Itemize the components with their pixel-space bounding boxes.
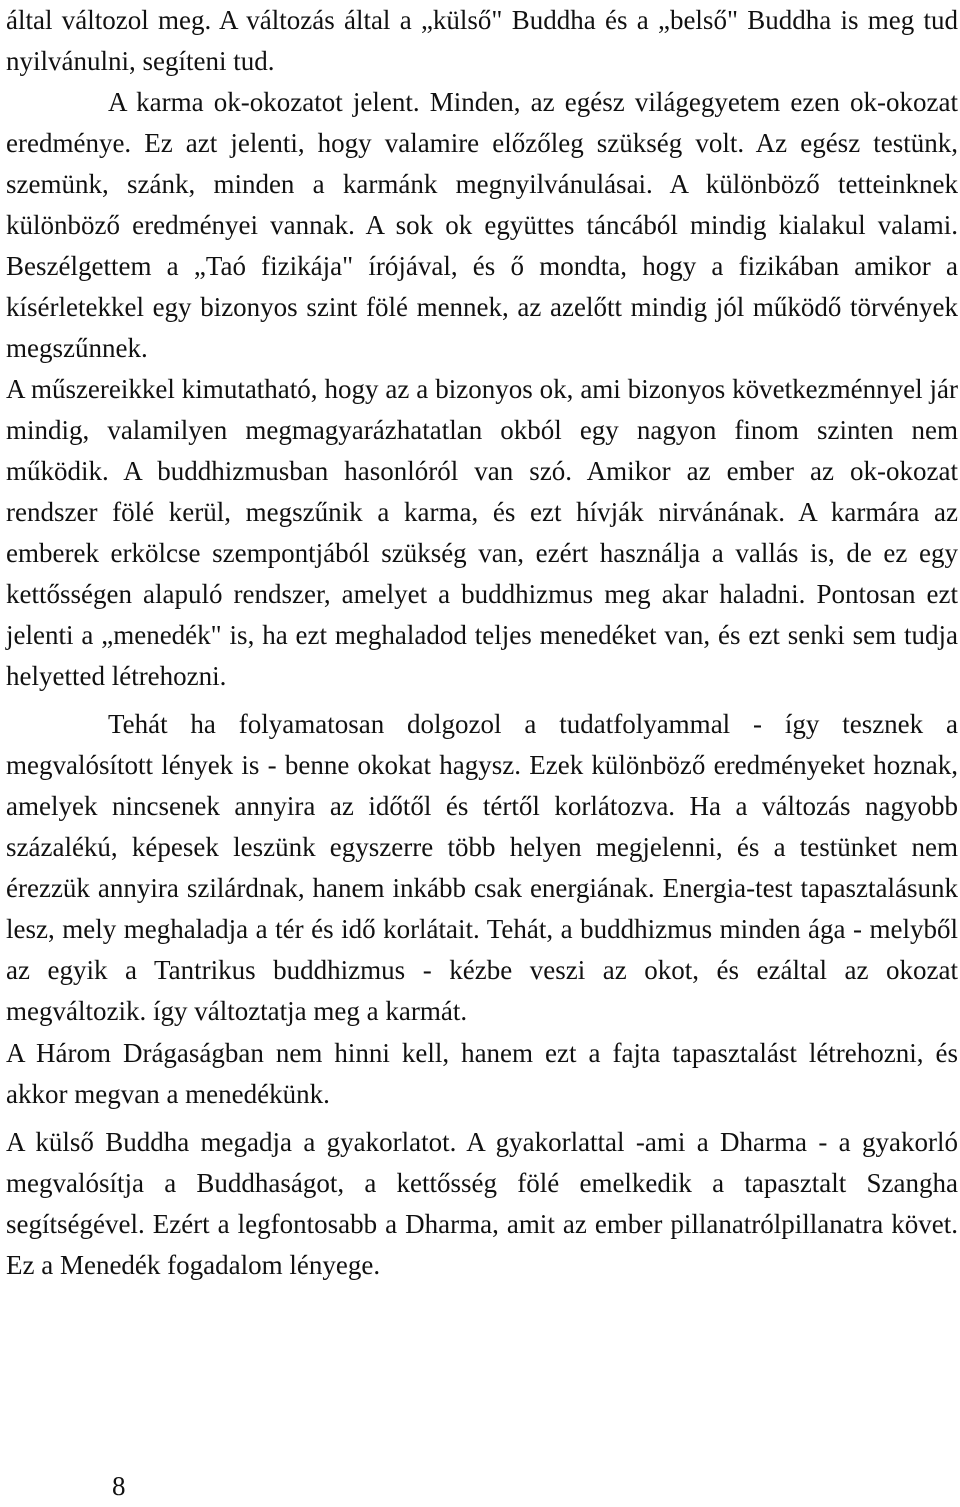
document-page [6,0,958,1286]
paragraph-4: Tehát ha folyamatosan dolgozol a tudatfolyammal - így tesznek a megvalósított lények is - benne okokat hagysz. Ezek különböző eredményeket hoznak, amelyek nincsenek annyira az időtől és tértől korlátozva. Ha a változás nagyobb százalékú, képesek leszünk egyszerre több helyen megjelenni, és a testünket nem érezzük annyira szilárdnak, hanem inkább csak energiának. Energia-test tapasztalásunk lesz, mely meghaladja a tér és idő korlátait. Tehát, a buddhizmus minden ága - melyből az egyik a Tantrikus buddhizmus - kézbe veszi az okot, és ezáltal az okozat megváltozik. így változtatja meg a karmát. [6,709,958,1026]
paragraph-3: A műszereikkel kimutatható, hogy az a bizonyos ok, ami bizonyos következménnyel jár mindig, valamilyen megmagyarázhatatlan okból egy nagyon finom szinten nem működik. A buddhizmusban hasonlóról van szó. Amikor az ember az ok-okozat rendszer fölé kerül, megszűnik a karma, és ezt hívják nirvánának. A karmára az emberek erkölcse szempontjából szükség van, ezért használja a vallás is, de ez egy kettősségen alapuló rendszer, amelyet a buddhizmus meg akar haladni. Pontosan ezt jelenti a „menedék" is, ha ezt meghaladod teljes menedéket van, és ezt senki sem tudja helyetted létrehozni. [6,374,958,691]
paragraph-6: A külső Buddha megadja a gyakorlatot. A gyakorlattal -ami a Dharma - a gyakorló megvalósítja a Buddhaságot, a kettősség fölé emelkedik a tapasztalt Szangha segítségével. Ezért a legfontosabb a Dharma, amit az ember pillanatrólpillanatra követ. Ez a Menedék fogadalom lényege. [6,1127,958,1280]
page-number: 8 [112,1471,126,1501]
paragraph-1: által változol meg. A változás által a „külső" Buddha és a „belső" Buddha is meg tud nyilvánulni, segíteni tud. [6,5,958,76]
paragraph-2: A karma ok-okozatot jelent. Minden, az egész világegyetem ezen ok-okozat eredménye. Ez azt jelenti, hogy valamire előzőleg szükség volt. Az egész testünk, szemünk, szánk, minden a karmánk megnyilvánulásai. A különböző tetteinknek különböző eredményei vannak. A sok ok együttes táncából mindig kialakul valami. Beszélgettem a „Taó fizikája" írójával, és ő mondta, hogy a fizikában amikor a kísérletekkel egy bizonyos szint fölé mennek, az azelőtt mindig jól működő törvények megszűnnek. [6,87,958,363]
paragraph-5: A Három Drágaságban nem hinni kell, hanem ezt a fajta tapasztalást létrehozni, és akkor megvan a menedékünk. [6,1038,958,1109]
